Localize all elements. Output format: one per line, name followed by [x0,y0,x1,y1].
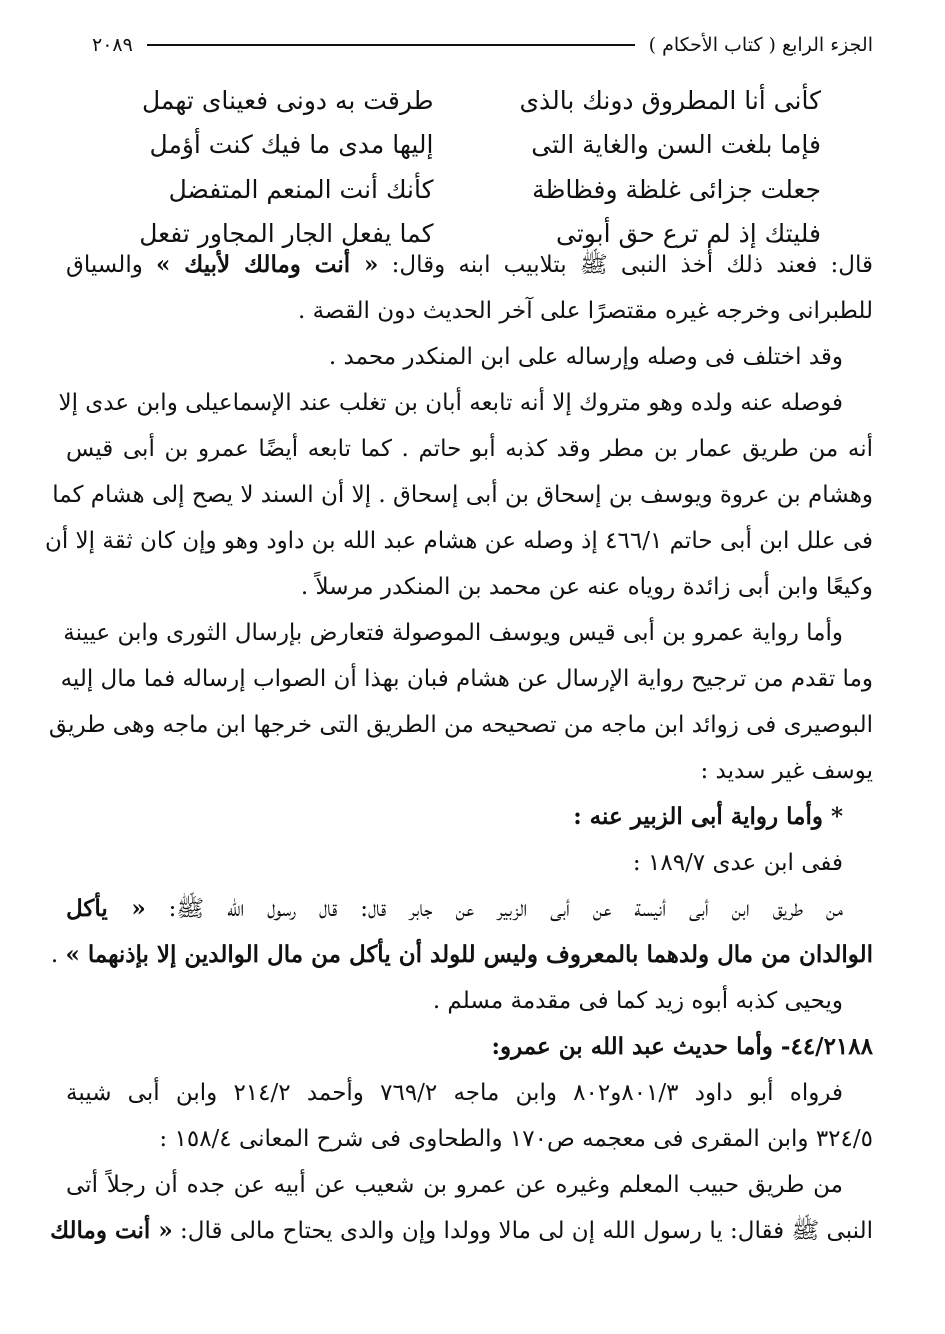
text-line: وقد اختلف فى وصله وإرساله على ابن المنكدر محمد . [328,344,843,370]
verse-second-hemistich: طرقت به دونى فعيناى تهمل [142,85,434,115]
text-line: ٣٢٤/٥ وابن المقرى فى معجمه ص١٧٠ والطحاوى فى شرح المعانى ١٥٨/٤ : [159,1126,873,1152]
poem [70,78,873,256]
page-number: ٢٠٨٩ [92,34,133,56]
text-line: أنه من طريق عمار بن مطر وقد كذبه أبو حاتم . كما تابعه أيضًا عمرو بن أبى قيس [66,436,873,462]
text-line: النبى ﷺ فقال: يا رسول الله إن لى مالا وولدا وإن والدى يحتاح مالى قال: « أنت ومالك [50,1217,873,1244]
text-line: البوصيرى فى زوائد ابن ماجه من تصحيحه من الطريق التى خرجها ابن ماجه وهى طريق [48,712,873,738]
text-line: وأما رواية عمرو بن أبى قيس ويوسف الموصولة فتعارض بإرسال الثورى وابن عيينة [63,620,843,646]
verse [70,123,873,168]
verse-first-hemistich: فليتك إذ لم ترع حق أبوتى [555,219,821,249]
verse-second-hemistich: كما يفعل الجار المجاور تفعل [139,219,434,249]
hadith-quote: « يأكل [66,895,146,922]
section-heading: * وأما رواية أبى الزبير عنه : [573,803,843,830]
section-heading: ٤٤/٢١٨٨- وأما حديث عبد الله بن عمرو: [491,1033,873,1060]
verse-first-hemistich: كأنى أنا المطروق دونك بالذى [519,85,821,115]
hadith-quote: الوالدان من مال ولدهما بالمعروف وليس للولد أن يأكل من مال الوالدين إلا بإذنهما » [65,941,873,968]
body-text [44,242,874,1254]
text-line: فوصله عنه ولده وهو متروك إلا أنه تابعه أبان بن تغلب عند الإسماعيلى وابن عدى إلا [58,390,843,416]
verse [70,167,873,212]
page-header [92,28,873,62]
text-line: وهشام بن عروة ويوسف بن إسحاق بن أبى إسحاق . إلا أن السند لا يصح إلى هشام كما [52,482,873,508]
hadith-quote: « أنت ومالك لأبيك » [156,251,379,278]
verse-first-hemistich: فإما بلغت السن والغاية التى [531,130,821,160]
text-line: قال: فعند ذلك أخذ النبى ﷺ بتلابيب ابنه وقال: « أنت ومالك لأبيك » والسياق [66,251,874,278]
text-line: وكيعًا وابن أبى زائدة روياه عنه عن محمد بن المنكدر مرسلاً . [300,574,873,600]
text-line: من طريق ابن أبى أنيسة عن أبى الزبير عن جابر قال: قال رسول الله ﷺ: « يأكل [66,895,843,922]
text-line: فى علل ابن أبى حاتم ٤٦٦/١ إذ وصله عن هشام عبد الله بن داود وهو وإن كان ثقة إلا أن [44,528,873,554]
text-line: الوالدان من مال ولدهما بالمعروف وليس للولد أن يأكل من مال الوالدين إلا بإذنهما » . [50,941,873,968]
verse-second-hemistich: كأنك أنت المنعم المتفضل [168,174,434,204]
text-line: ويحيى كذبه أبوه زيد كما فى مقدمة مسلم . [432,988,843,1014]
text-line: فرواه أبو داود ٨٠١/٣و٨٠٢ وابن ماجه ٧٦٩/٢ وأحمد ٢١٤/٢ وابن أبى شيبة [66,1080,843,1106]
hadith-quote: « أنت ومالك [50,1217,173,1244]
text-line: ففى ابن عدى ١٨٩/٧ : [632,850,843,876]
verse-first-hemistich: جعلت جزائى غلظة وفظاظة [532,174,821,204]
running-title: الجزء الرابع ( كتاب الأحكام ) [648,34,873,56]
text-line: يوسف غير سديد : [700,758,873,784]
header-rule [147,44,635,46]
text-line: وما تقدم من ترجيح رواية الإرسال عن هشام فبان بهذا أن الصواب إرساله فما مال إليه [60,666,873,692]
verse-second-hemistich: إليها مدى ما فيك كنت أؤمل [149,130,434,160]
text-line: للطبرانى وخرجه غيره مقتصرًا على آخر الحديث دون القصة . [297,298,873,324]
text-line: من طريق حبيب المعلم وغيره عن عمرو بن شعيب عن أبيه عن جده أن رجلاً أتى [66,1172,843,1198]
verse [70,78,873,123]
